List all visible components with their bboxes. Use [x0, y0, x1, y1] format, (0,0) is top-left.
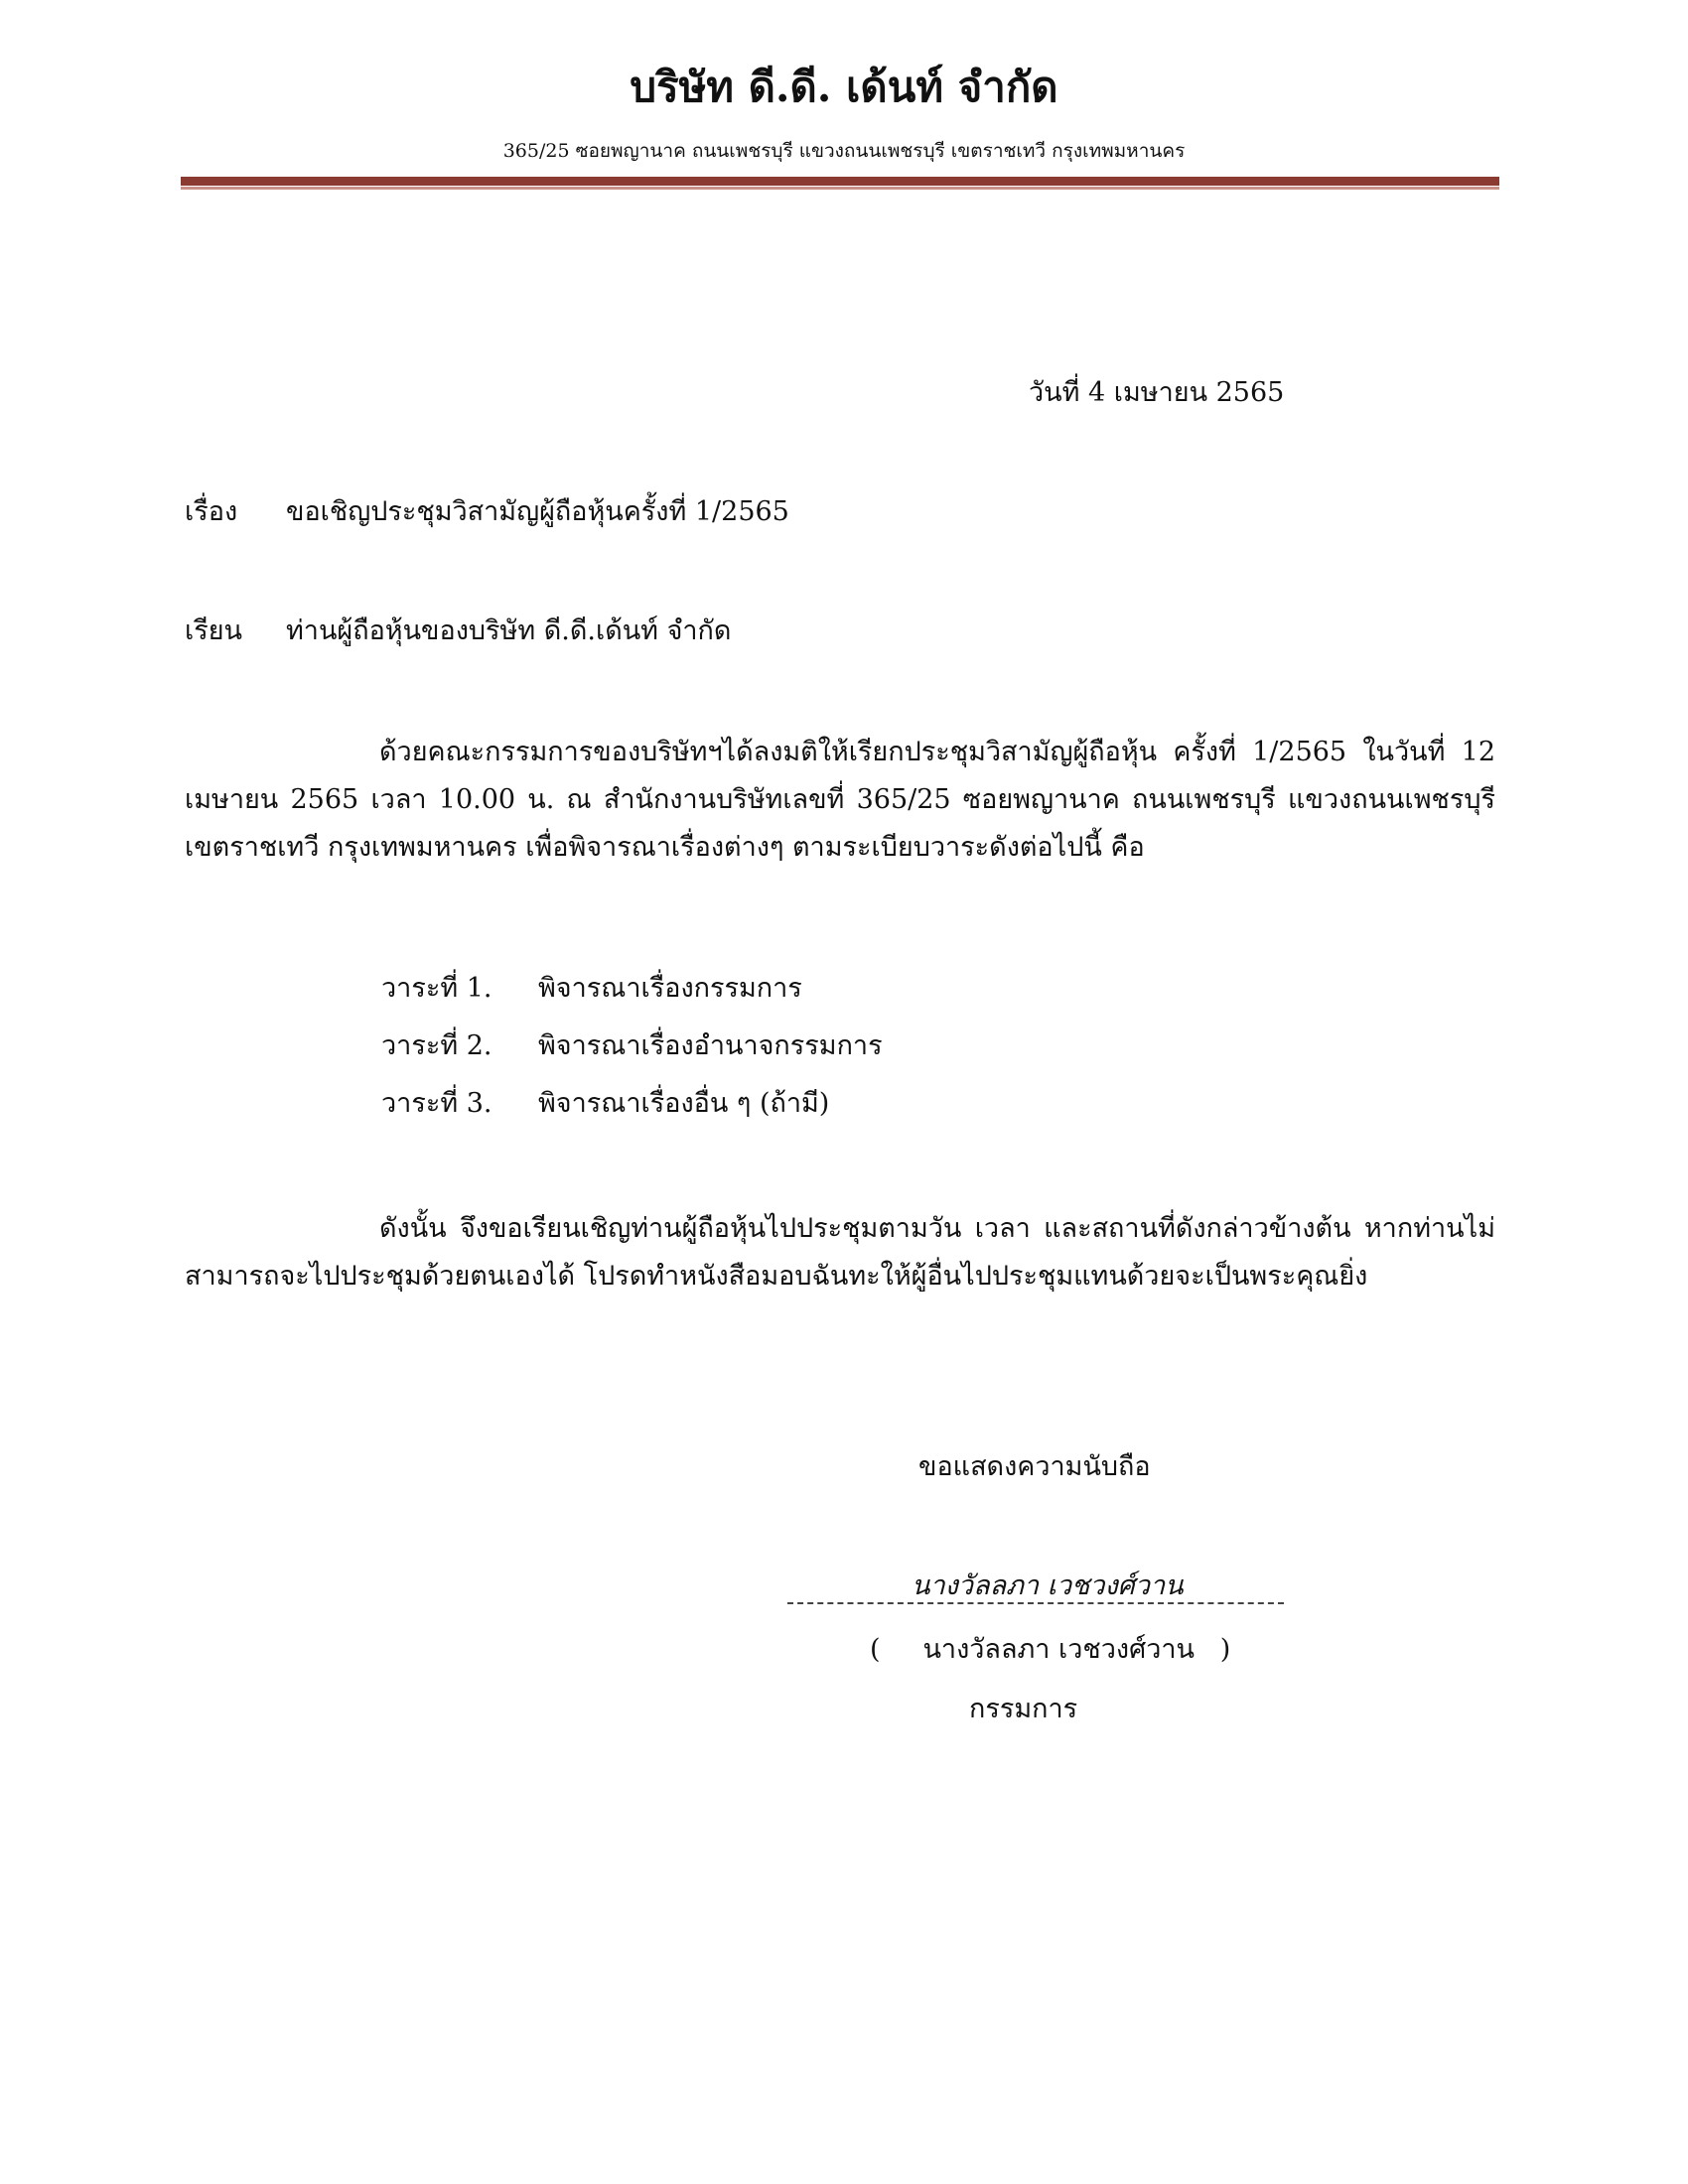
header-rule-thick [181, 177, 1499, 186]
agenda-item-2-text: พิจารณาเรื่องอำนาจกรรมการ [538, 1030, 883, 1061]
recipient-label: เรียน [185, 615, 243, 646]
letter-date: วันที่ 4 เมษายน 2565 [1029, 377, 1285, 408]
subject-value: ขอเชิญประชุมวิสามัญผู้ถือหุ้นครั้งที่ 1/2565 [286, 496, 789, 527]
agenda-item-3-number: วาระที่ 3. [381, 1088, 492, 1119]
agenda-item-3-text: พิจารณาเรื่องอื่น ๆ (ถ้ามี) [538, 1088, 830, 1119]
signature-name: นางวัลลภา เวชวงศ์วาน [912, 1570, 1184, 1601]
recipient-value: ท่านผู้ถือหุ้นของบริษัท ดี.ดี.เด้นท์ จำกัด [286, 615, 732, 646]
company-name: บริษัท ดี.ดี. เด้นท์ จำกัด [630, 63, 1058, 111]
header-rule-thin [181, 187, 1499, 190]
company-address: 365/25 ซอยพญานาค ถนนเพชรบุรี แขวงถนนเพชรบุรี เขตราชเทวี กรุงเทพมหานคร [502, 140, 1186, 162]
agenda-item-1-number: วาระที่ 1. [381, 973, 492, 1004]
signature-printed-name: ( นางวัลลภา เวชวงศ์วาน ) [870, 1634, 1231, 1665]
body-paragraph-1 [185, 729, 1495, 872]
body-paragraph-1-text: ด้วยคณะกรรมการของบริษัทฯได้ลงมติให้เรียกประชุมวิสามัญผู้ถือหุ้น ครั้งที่ 1/2565 ในวันที่ 12 เมษายน 2565 เวลา 10.00 น. ณ สำนักงานบริษัทเลขที่ 365/25 ซอยพญานาค ถนนเพชรบุรี แขวงถนนเพชรบุรี เขตราชเทวี กรุงเทพมหานคร เพื่อพิจารณาเรื่องต่างๆ ตามระเบียบวาระดังต่อไปนี้ คือ [185, 737, 1495, 863]
closing-salutation: ขอแสดงความนับถือ [918, 1451, 1151, 1482]
signature-line [787, 1602, 1284, 1604]
agenda-item-1-text: พิจารณาเรื่องกรรมการ [538, 973, 802, 1004]
body-paragraph-2 [185, 1205, 1495, 1300]
agenda-item-2-number: วาระที่ 2. [381, 1030, 492, 1061]
body-paragraph-2-text: ดังนั้น จึงขอเรียนเชิญท่านผู้ถือหุ้นไปประชุมตามวัน เวลา และสถานที่ดังกล่าวข้างต้น หากท่านไม่สามารถจะไปประชุมด้วยตนเองได้ โปรดทำหนังสือมอบฉันทะให้ผู้อื่นไปประชุมแทนด้วยจะเป็นพระคุณยิ่ง [185, 1213, 1495, 1292]
subject-label: เรื่อง [185, 496, 238, 527]
signature-title: กรรมการ [969, 1694, 1078, 1724]
